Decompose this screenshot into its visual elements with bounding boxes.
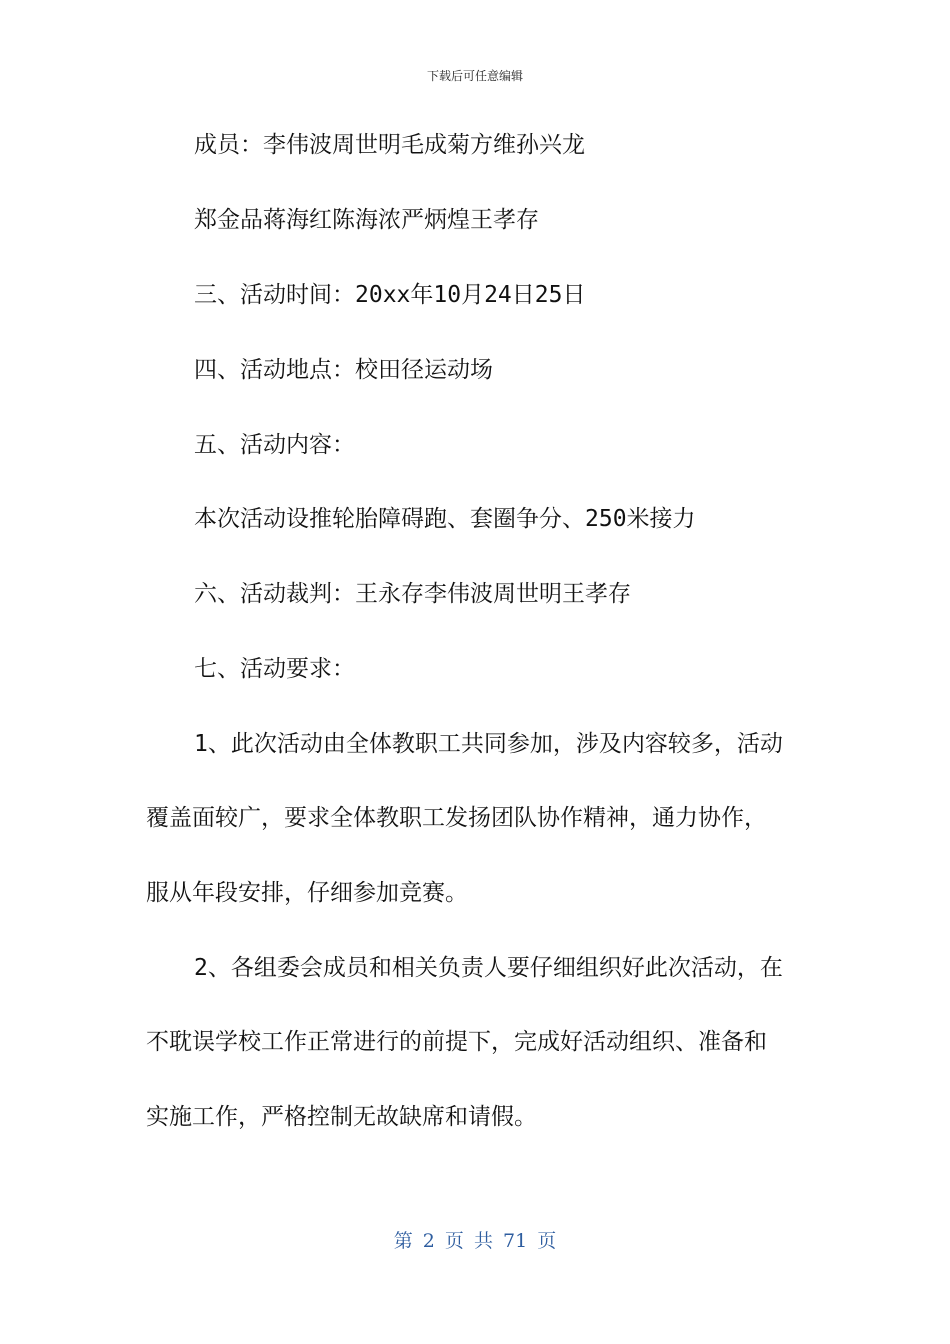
page-number-footer: 第 2 页 共 71 页 bbox=[393, 1230, 557, 1252]
paragraph-line: 三、活动时间：20xx年10月24日25日 bbox=[194, 282, 586, 308]
paragraph-line: 2、各组委会成员和相关负责人要仔细组织好此次活动，在 bbox=[194, 955, 783, 981]
section-heading: 五、活动内容： bbox=[194, 432, 355, 458]
page-header: 下载后可任意编辑 bbox=[426, 69, 523, 83]
paragraph-line: 本次活动设推轮胎障碍跑、套圈争分、250米接力 bbox=[194, 506, 696, 532]
paragraph-line: 不耽误学校工作正常进行的前提下，完成好活动组织、准备和 bbox=[146, 1029, 767, 1055]
section-heading: 七、活动要求： bbox=[194, 656, 355, 682]
paragraph-line: 成员：李伟波周世明毛成菊方维孙兴龙 bbox=[194, 132, 585, 158]
paragraph-line: 服从年段安排，仔细参加竞赛。 bbox=[146, 880, 468, 906]
paragraph-line: 覆盖面较广，要求全体教职工发扬团队协作精神，通力协作， bbox=[146, 805, 767, 831]
paragraph-line: 实施工作，严格控制无故缺席和请假。 bbox=[146, 1104, 537, 1130]
paragraph-line: 1、此次活动由全体教职工共同参加，涉及内容较多，活动 bbox=[194, 731, 783, 757]
paragraph-line: 郑金品蒋海红陈海浓严炳煌王孝存 bbox=[194, 207, 539, 233]
paragraph-line: 四、活动地点：校田径运动场 bbox=[194, 357, 493, 383]
paragraph-line: 六、活动裁判：王永存李伟波周世明王孝存 bbox=[194, 581, 631, 607]
